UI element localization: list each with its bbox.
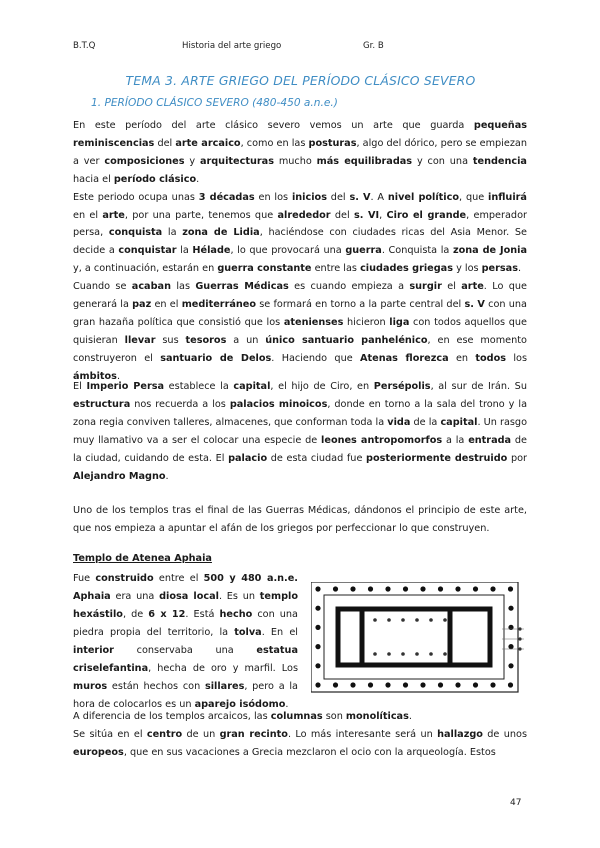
text-run: columnas (270, 711, 323, 722)
paragraph-continued (73, 708, 527, 762)
text-run: y, a continuación, estarán en (73, 263, 218, 275)
text-run: del (330, 209, 354, 221)
text-run: s. VI (353, 209, 380, 221)
text-run: Atenas florezca (360, 352, 449, 364)
header-subject: Historia del arte griego (182, 41, 282, 51)
inner-column-mark (401, 618, 405, 622)
text-run: Alejandro Magno (73, 470, 166, 482)
text-run: hicieron (343, 316, 390, 328)
column-mark (385, 586, 390, 591)
column-mark (368, 586, 373, 591)
text-run: . Lo más interesante será un (287, 729, 438, 740)
text-run: , lo que provocará una (230, 245, 346, 257)
text-run: entre el (153, 573, 204, 584)
column-mark (315, 682, 320, 687)
column-mark (333, 586, 338, 591)
text-run: , el hijo de Ciro, en (270, 381, 374, 392)
text-run: . Conquista la (381, 245, 453, 257)
text-run: atenienses (283, 316, 344, 328)
text-run: monolíticas (345, 711, 409, 722)
text-run: guerra constante (217, 263, 312, 275)
paragraph-aphaia (73, 570, 298, 714)
text-run: . (116, 370, 121, 382)
column-mark (420, 682, 425, 687)
text-run: . Un rasgo muy llamativo va a ser el colocar una especie de (73, 416, 528, 446)
text-run: es cuando empieza a (288, 281, 410, 293)
text-run: El (73, 381, 87, 392)
text-run: Se sitúa en el (73, 729, 147, 740)
text-run: zona de Lidia (182, 227, 260, 239)
inner-column-mark (415, 652, 419, 656)
paragraph-intro (73, 117, 527, 386)
inner-column-mark (415, 618, 419, 622)
text-run: de un (182, 729, 220, 740)
text-run: paz (132, 299, 152, 311)
text-run: sillares (204, 681, 245, 692)
text-run: templo hexástilo (73, 591, 298, 620)
text-run: y (184, 155, 200, 167)
text-run: arte arcaico (175, 137, 241, 149)
column-mark (473, 586, 478, 591)
page-number: 47 (510, 798, 522, 808)
text-run: establece la (164, 381, 234, 392)
page-title: TEMA 3. ARTE GRIEGO DEL PERÍODO CLÁSICO SEVERO (125, 73, 476, 88)
text-run: a la (442, 434, 469, 446)
column-mark (508, 606, 513, 611)
text-run: Persépolis (373, 381, 431, 392)
text-run: están hechos con (107, 681, 205, 692)
temple-floor-plan-icon (311, 582, 525, 694)
text-run: hallazgo (437, 729, 483, 740)
text-run: llevar (124, 334, 156, 346)
text-run: conservaba una (113, 645, 257, 656)
text-run: la (176, 245, 193, 257)
inner-column-mark (443, 652, 447, 656)
text-run: nivel político (387, 191, 460, 203)
text-run: el (441, 281, 462, 293)
text-run: tendencia (472, 155, 527, 167)
column-mark (385, 682, 390, 687)
text-run: persas (481, 263, 518, 275)
text-run: del (154, 137, 176, 149)
text-run: hecho (219, 609, 253, 620)
text-run: son (322, 711, 346, 722)
text-run: de la (410, 416, 441, 428)
text-run: en el (73, 209, 103, 221)
text-run: , hecha de oro y marfil. Los (148, 663, 298, 674)
column-mark (420, 586, 425, 591)
text-run: . En el (261, 627, 298, 638)
text-run: período clásico (113, 173, 197, 185)
text-run: todos (475, 352, 507, 364)
text-run: europeos (73, 747, 124, 758)
text-run: inicios (291, 191, 327, 203)
text-run: con todos aquellos que quisieran (73, 316, 527, 346)
text-run: palacios minoicos (229, 398, 328, 410)
inner-column-mark (443, 618, 447, 622)
page-header (73, 41, 533, 55)
inner-column-mark (387, 618, 391, 622)
text-run: más equilibradas (316, 155, 413, 167)
text-run: Hélade (192, 245, 231, 257)
text-run: en (448, 352, 476, 364)
text-run: zona de Jonia (452, 245, 527, 257)
text-run: los (506, 352, 528, 364)
text-run: arte (102, 209, 125, 221)
text-run: , en ese momento construyeron el (73, 334, 527, 364)
column-mark (508, 644, 513, 649)
text-run: capital (440, 416, 478, 428)
column-mark (403, 586, 408, 591)
text-run: . Es un (218, 591, 260, 602)
text-run: mediterráneo (181, 299, 257, 311)
text-run: Imperio Persa (86, 381, 165, 392)
section-subtitle: 1. PERÍODO CLÁSICO SEVERO (480-450 a.n.e.) (91, 97, 338, 109)
column-mark (455, 682, 460, 687)
text-run: estructura (73, 398, 131, 410)
text-run: , que en sus vacaciones a Grecia mezclaron el ocio con la arqueología. Estos (123, 747, 496, 758)
text-run: Cuando se (73, 281, 132, 293)
text-run: era una (110, 591, 160, 602)
text-run: muros (73, 681, 108, 692)
text-run: Uno de los templos tras el final de las Guerras Médicas, dándonos el principio de este arte, que nos empieza a apuntar el afán de los griegos por perfeccionar lo que construyen. (73, 505, 527, 534)
text-run: interior (73, 645, 114, 656)
text-run: Ciro el grande (386, 209, 467, 221)
column-mark (490, 682, 495, 687)
text-run: estatua criselefantina (73, 645, 298, 674)
column-mark (490, 586, 495, 591)
column-mark (455, 586, 460, 591)
text-run: . (165, 470, 169, 482)
column-mark (315, 663, 320, 668)
text-run: las (170, 281, 196, 293)
text-run: y los (452, 263, 482, 275)
text-run: En este período del arte clásico severo vemos un arte que guarda (73, 120, 474, 131)
text-run: . Está (185, 609, 220, 620)
text-run: . (517, 263, 522, 275)
column-mark (315, 644, 320, 649)
column-mark (473, 682, 478, 687)
inner-column-mark (401, 652, 405, 656)
text-run: Este periodo ocupa unas (73, 191, 199, 203)
column-mark (315, 606, 320, 611)
text-run: . (408, 711, 412, 722)
text-run: en el (151, 299, 182, 311)
text-run: , que (459, 191, 489, 203)
text-run: del (326, 191, 350, 203)
text-run: con una gran hazaña política que consistió que los (73, 299, 527, 328)
text-run: posteriormente destruido (366, 452, 508, 464)
column-mark (315, 586, 320, 591)
text-run: en los (254, 191, 292, 203)
text-run: . Lo que generará la (73, 281, 527, 311)
column-mark (438, 586, 443, 591)
column-mark (403, 682, 408, 687)
text-run: , al sur de Irán. Su (430, 381, 527, 392)
paragraph-temples (73, 502, 527, 538)
text-run: liga (389, 316, 410, 328)
text-run: conquistar (118, 245, 177, 257)
text-run: y con una (412, 155, 473, 167)
inner-column-mark (387, 652, 391, 656)
text-run: , haciéndose con ciudades ricas del Asia Menor. Se decide a (73, 227, 527, 257)
text-run: alrededor (277, 209, 331, 221)
text-run: de la ciudad, cuidando de esta. El (73, 434, 527, 464)
section-heading-aphaia: Templo de Atenea Aphaia (73, 553, 212, 564)
text-run: diosa local (159, 591, 219, 602)
text-run: A diferencia de los templos arcaicos, las (73, 711, 271, 722)
text-run: . Haciendo que (271, 352, 360, 364)
text-run: tesoros (185, 334, 227, 346)
column-mark (350, 586, 355, 591)
text-run: ámbitos (73, 370, 117, 382)
text-run: . (285, 699, 289, 710)
text-run: de esta ciudad fue (267, 452, 367, 464)
text-run: se formará en torno a la parte central del (256, 299, 465, 311)
text-run: composiciones (104, 155, 185, 167)
text-run: hacia el (73, 173, 114, 185)
text-run: . (196, 173, 200, 185)
text-run: 3 décadas (198, 191, 255, 203)
text-run: , donde en torno a la sala del trono y la zona regia conviven talleres, almacenes, que conforman toda la (73, 398, 527, 428)
text-run: acaban (131, 281, 171, 293)
text-run: , emperador persa, (73, 209, 527, 239)
text-run: , por una parte, tenemos que (124, 209, 278, 221)
text-run: entrada (468, 434, 512, 446)
text-run: santuario de Delos (160, 352, 272, 364)
text-run: la (162, 227, 183, 239)
text-run: único santuario panhelénico (265, 334, 428, 346)
text-run: pequeñas reminiscencias (73, 120, 527, 149)
column-mark (368, 682, 373, 687)
text-run: , de (122, 609, 149, 620)
text-run: vida (387, 416, 411, 428)
text-run: 500 y 480 a.n.e. (203, 573, 298, 584)
text-run: s. V (464, 299, 485, 311)
header-group: Gr. B (363, 41, 384, 51)
inner-column-mark (429, 618, 433, 622)
inner-column-mark (373, 652, 377, 656)
text-run: por (507, 452, 528, 464)
text-run: posturas (308, 137, 357, 149)
text-run: , algo del dórico, pero se empiezan a ver (73, 137, 527, 167)
text-run: arte (461, 281, 484, 293)
text-run: , (379, 209, 387, 221)
text-run: sus (155, 334, 186, 346)
text-run: surgir (409, 281, 442, 293)
column-mark (315, 625, 320, 630)
column-mark (350, 682, 355, 687)
text-run: , pero a la hora de colocarlos es un (73, 681, 298, 710)
text-run: aparejo isódomo (194, 699, 286, 710)
text-run: con una piedra propia del territorio, la (73, 609, 298, 638)
text-run: 6 x 12 (148, 609, 186, 620)
inner-column-mark (429, 652, 433, 656)
paragraph-persia (73, 378, 527, 485)
text-run: mucho (273, 155, 317, 167)
text-run: Aphaia (73, 591, 111, 602)
column-mark (333, 682, 338, 687)
column-mark (508, 682, 513, 687)
header-course: B.T.Q (73, 41, 96, 51)
text-run: capital (233, 381, 271, 392)
text-run: centro (146, 729, 183, 740)
text-run: influirá (488, 191, 527, 203)
text-run: construido (95, 573, 154, 584)
text-run: guerra (345, 245, 382, 257)
text-run: , como en las (240, 137, 309, 149)
text-run: entre las (311, 263, 361, 275)
column-mark (508, 663, 513, 668)
text-run: tolva (234, 627, 262, 638)
column-mark (508, 586, 513, 591)
inner-column-mark (373, 618, 377, 622)
column-mark (438, 682, 443, 687)
text-run: leones antropomorfos (321, 434, 443, 446)
text-run: conquista (108, 227, 163, 239)
text-run: ciudades griegas (360, 263, 453, 275)
text-run: Guerras Médicas (195, 281, 289, 293)
text-run: Fue (73, 573, 96, 584)
text-run: de unos (482, 729, 527, 740)
text-run: s. V (349, 191, 371, 203)
text-run: arquitecturas (199, 155, 274, 167)
text-run: nos recuerda a los (130, 398, 230, 410)
text-run: gran recinto (219, 729, 288, 740)
text-run: . A (370, 191, 388, 203)
text-run: a un (226, 334, 266, 346)
text-run: palacio (228, 452, 268, 464)
